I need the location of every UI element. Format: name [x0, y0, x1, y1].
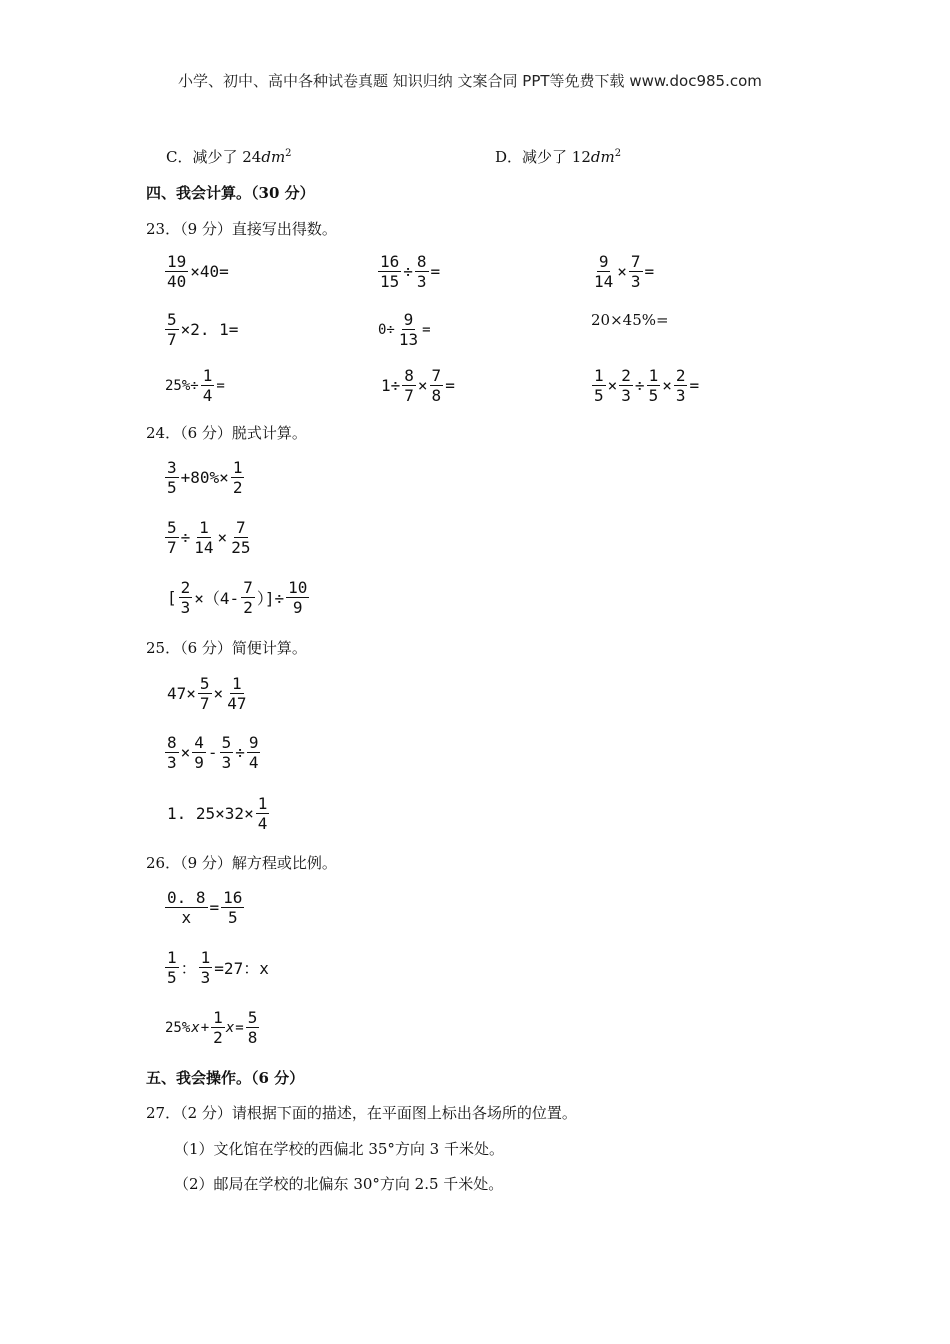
q24-expr-2: $\frac{5}{7}$ ÷ $\frac{1}{14}$ × $\frac{7}{25}$ — [167, 518, 251, 557]
q23-expr-5: 0÷ $\frac{9}{13}$ = — [378, 310, 431, 349]
q25-expr-1: 47× $\frac{5}{7}$ × $\frac{1}{47}$ — [167, 674, 247, 713]
page-header: 小学、初中、高中各种试卷真题 知识归纳 文案合同 PPT等免费下载 www.doc985.com — [178, 72, 762, 90]
option-d: D．减少了 $12dm^2$ — [495, 148, 622, 166]
q23-expr-4: $\frac{5}{7}$ ×2. 1= — [167, 310, 239, 349]
q25-expr-3: 1. 25×32× $\frac{1}{4}$ — [167, 794, 268, 833]
section-5-heading: 五、我会操作。（6 分） — [146, 1069, 305, 1087]
q23-expr-9: $\frac{1}{5}$ × $\frac{2}{3}$ ÷ $\frac{1}{5}$ × $\frac{2}{3}$ = — [594, 366, 700, 405]
q25-expr-2: $\frac{8}{3}$ × $\frac{4}{9}$ - $\frac{5}{3}$ ÷ $\frac{9}{4}$ — [167, 733, 259, 772]
q23-expr-8: 1÷ $\frac{8}{7}$ × $\frac{7}{8}$ = — [381, 366, 455, 405]
q23-expr-7: 25%÷ $\frac{1}{4}$ = — [165, 366, 225, 405]
q23-expr-3: $\frac{9}{14}$ × $\frac{7}{3}$ = — [594, 252, 655, 291]
q26-title: 26．（9 分）解方程或比例。 — [146, 854, 337, 872]
q26-expr-1: $\frac{0. 8}{x}$ = $\frac{16}{5}$ — [167, 888, 243, 927]
q24-expr-1: 3 5 +80%× $\frac{1}{2}$ — [167, 458, 243, 497]
q23-expr-1: $\frac{19}{40}$ ×40= — [167, 252, 229, 291]
q23-expr-6: 20×45%= — [591, 311, 669, 329]
q26-expr-3: 25% x + $\frac{1}{2}$ x = $\frac{5}{8}$ — [165, 1008, 258, 1047]
q24-expr-3: [ $\frac{2}{3}$ ×（4- 7 2 ）]÷ $\frac{10}{9}$ — [167, 578, 308, 617]
section-4-heading: 四、我会计算。（30 分） — [146, 184, 315, 202]
q25-title: 25．（6 分）简便计算。 — [146, 639, 307, 657]
q27-item-1: （1）文化馆在学校的西偏北 35°方向 3 千米处。 — [174, 1140, 504, 1158]
option-c: C．减少了 $24dm^2$ — [166, 148, 292, 166]
q26-expr-2: 1 5 ： $\frac{1}{3}$ =27：x — [167, 948, 269, 987]
q27-title: 27．（2 分）请根据下面的描述，在平面图上标出各场所的位置。 — [146, 1104, 577, 1122]
q27-item-2: （2）邮局在学校的北偏东 30°方向 2.5 千米处。 — [174, 1175, 504, 1193]
q23-expr-2: $\frac{16}{15}$ ÷ $\frac{8}{3}$ = — [380, 252, 441, 291]
q23-title: 23．（9 分）直接写出得数。 — [146, 220, 337, 238]
q24-title: 24．（6 分）脱式计算。 — [146, 424, 307, 442]
